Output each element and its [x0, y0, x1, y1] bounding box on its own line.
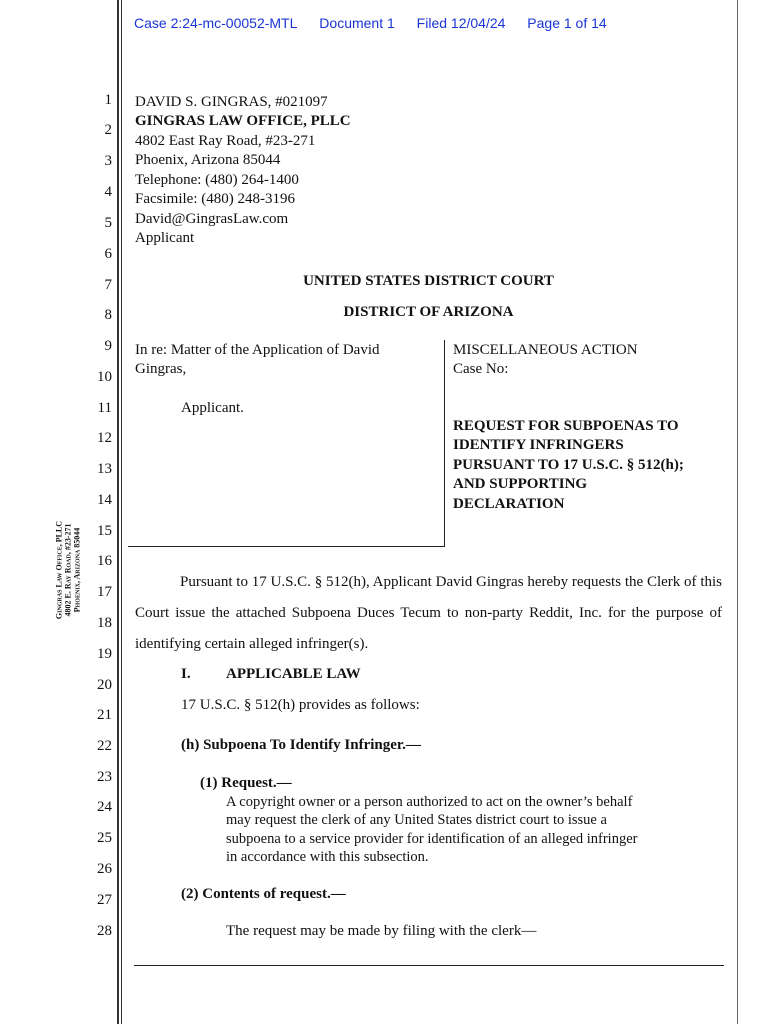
line-number: 14	[97, 492, 112, 508]
line-number: 21	[97, 707, 112, 723]
line-number: 11	[97, 400, 112, 416]
document-title-line: IDENTIFY INFRINGERS	[453, 437, 624, 453]
line-number: 22	[97, 738, 112, 754]
line-number: 24	[97, 799, 112, 815]
line-number: 16	[97, 553, 112, 569]
line-number: 18	[97, 615, 112, 631]
line-number: 10	[97, 369, 112, 385]
side-firm-address: 4802 E. Ray Road, #23-271	[63, 523, 73, 617]
caption-in-re-line1: In re: Matter of the Application of David	[135, 342, 380, 358]
request-text-line: subpoena to a service provider for identification of an alleged infringer	[226, 831, 638, 847]
caption-vertical-divider	[444, 340, 445, 547]
firm-email: David@GingrasLaw.com	[135, 211, 289, 227]
line-number: 20	[97, 677, 112, 693]
line-number: 6	[104, 246, 112, 262]
line-number: 4	[104, 184, 112, 200]
firm-address-line2: Phoenix, Arizona 85044	[135, 152, 281, 168]
firm-telephone: Telephone: (480) 264-1400	[135, 172, 299, 188]
subsection-h-heading: (h) Subpoena To Identify Infringer.—	[181, 737, 421, 753]
contents-heading: (2) Contents of request.—	[181, 886, 346, 902]
request-heading: (1) Request.—	[200, 775, 292, 791]
header-page: Page 1 of 14	[527, 15, 607, 31]
side-firm-name: Gingras Law Office, PLLC	[54, 520, 64, 620]
line-number: 13	[97, 461, 112, 477]
line-number: 27	[97, 892, 112, 908]
statute-intro: 17 U.S.C. § 512(h) provides as follows:	[181, 697, 420, 713]
line-number: 5	[104, 215, 112, 231]
section-number: I.	[181, 666, 191, 682]
section-heading: APPLICABLE LAW	[226, 666, 361, 682]
line-number: 8	[104, 307, 112, 323]
line-number: 9	[104, 338, 112, 354]
firm-facsimile: Facsimile: (480) 248-3196	[135, 191, 295, 207]
document-title-line: REQUEST FOR SUBPOENAS TO	[453, 418, 679, 434]
line-number: 1	[104, 92, 112, 108]
attorney-name: DAVID S. GINGRAS, #021097	[135, 94, 328, 110]
line-number: 25	[97, 830, 112, 846]
right-margin-rule	[737, 0, 738, 1024]
request-text-line: A copyright owner or a person authorized to act on the owner’s behalf	[226, 794, 633, 810]
line-number: 19	[97, 646, 112, 662]
line-number: 23	[97, 769, 112, 785]
caption-bottom-rule	[128, 546, 445, 547]
line-number: 26	[97, 861, 112, 877]
document-title-line: AND SUPPORTING	[453, 476, 588, 492]
intro-paragraph: Pursuant to 17 U.S.C. § 512(h), Applicant David Gingras hereby requests the Clerk of this Court issue the attached Subpoena Duces Tecum to non-party Reddit, Inc. for the purpose of identifying certain alleged infringer(s).	[135, 574, 722, 652]
firm-address-line1: 4802 East Ray Road, #23-271	[135, 133, 316, 149]
document-title-line: DECLARATION	[453, 496, 565, 512]
caption-action-type: MISCELLANEOUS ACTION	[453, 342, 638, 358]
line-number: 7	[104, 277, 112, 293]
footer-rule	[134, 965, 724, 966]
left-margin-double-rule-outer	[117, 0, 119, 1024]
request-text-line: in accordance with this subsection.	[226, 849, 429, 865]
line-number: 28	[97, 923, 112, 939]
caption-case-number: Case No:	[453, 361, 509, 377]
attorney-role: Applicant	[135, 230, 195, 246]
header-document: Document 1	[319, 15, 395, 31]
line-number: 15	[97, 523, 112, 539]
side-firm-city: Phoenix, Arizona 85044	[72, 527, 82, 613]
side-firm-label	[55, 521, 82, 619]
court-district: DISTRICT OF ARIZONA	[343, 304, 514, 320]
court-name: UNITED STATES DISTRICT COURT	[303, 273, 554, 289]
firm-name: GINGRAS LAW OFFICE, PLLC	[135, 113, 351, 129]
header-case-number: Case 2:24-mc-00052-MTL	[134, 15, 298, 31]
line-number: 17	[97, 584, 112, 600]
contents-text: The request may be made by filing with the clerk—	[226, 923, 537, 939]
document-title-line: PURSUANT TO 17 U.S.C. § 512(h);	[453, 457, 684, 473]
filing-header	[134, 15, 625, 31]
line-number: 12	[97, 430, 112, 446]
line-number: 3	[104, 153, 112, 169]
caption-in-re-line2: Gingras,	[135, 361, 187, 377]
header-filed-date: Filed 12/04/24	[416, 15, 506, 31]
caption-party-role: Applicant.	[181, 400, 244, 416]
request-text-line: may request the clerk of any United States district court to issue a	[226, 812, 607, 828]
left-margin-double-rule-inner	[121, 0, 122, 1024]
line-number: 2	[104, 122, 112, 138]
